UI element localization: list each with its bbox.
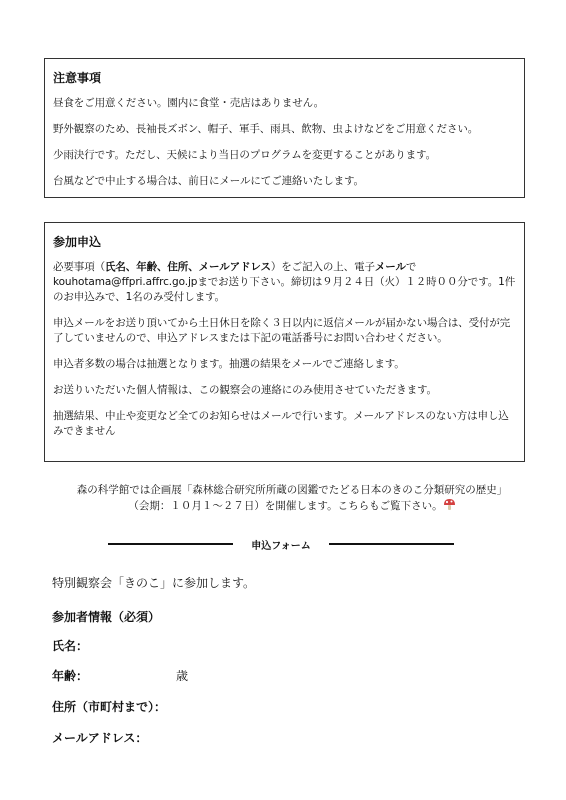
address-label: 住所（市町村まで）：: [52, 700, 167, 714]
instructions-text: ）をご記入の上、電子: [270, 261, 375, 273]
application-instructions: [53, 260, 516, 305]
notes-item: 野外観察のため、長袖長ズボン、帽子、軍手、雨具、飲物、虫よけなどをご用意ください。: [53, 123, 479, 135]
privacy-notice: お送りいただいた個人情報は、この観察会の連絡にのみ使用させていただきます。: [53, 384, 437, 396]
exhibition-line: 森の科学館では企画展「森林総合研究所所蔵の図鑑でたどる日本のきのこ分類研究の歴史」: [76, 484, 508, 496]
notes-title: 注意事項: [53, 71, 102, 85]
reply-notice: 申込メールをお送り頂いてから土日休日を除く３日以内に返信メールが届かない場合は、受付が完了していませんので、申込アドレスまたは下記の電話番号にお問い合わせください。: [53, 317, 511, 344]
mushroom-icon: [443, 498, 456, 516]
notes-item: 昼食をご用意ください。園内に食堂・売店はありません。: [53, 97, 325, 109]
instructions-text: で kouhotama@ffpri.affrc.go.jpまでお送り下さい。締切は９月２４日（火）１２時００分です。1件のお申込みで、1名のみ受付します。: [53, 261, 516, 303]
form-heading: 申込フォーム: [251, 540, 311, 552]
exhibition-notice: [52, 483, 532, 516]
divider-line: [108, 543, 233, 545]
email-notice: 抽選結果、中止や変更など全てのお知らせはメールで行います。メールアドレスのない方は申し込みできません: [53, 410, 509, 437]
divider-line: [329, 543, 454, 545]
form-divider: [108, 536, 454, 552]
notes-item: 台風などで中止する場合は、前日にメールにてご連絡いたします。: [53, 175, 364, 187]
required-fields: 氏名、年齢、住所、メールアドレス: [105, 261, 271, 273]
notes-item: 少雨決行です。ただし、天候により当日のプログラムを変更することがあります。: [53, 149, 437, 161]
email-label: メールアドレス：: [52, 731, 148, 745]
mail-keyword: メール: [374, 261, 406, 273]
application-box: [44, 222, 525, 462]
age-label: 年齢：: [52, 669, 89, 683]
instructions-text: 必要事項（: [53, 261, 105, 273]
form-intro: 特別観察会「きのこ」に参加します。: [52, 576, 256, 590]
lottery-notice: 申込者多数の場合は抽選となります。抽選の結果をメールでご連絡します。: [53, 358, 405, 370]
exhibition-line: （会期：１０月１～２７日）を開催します。こちらもご覧下さい。: [128, 500, 443, 512]
name-label: 氏名：: [52, 639, 89, 653]
age-unit: 歳: [176, 669, 189, 683]
notes-box: [44, 58, 525, 198]
participant-section-title: 参加者情報（必須）: [52, 610, 161, 624]
application-title: 参加申込: [53, 235, 102, 249]
